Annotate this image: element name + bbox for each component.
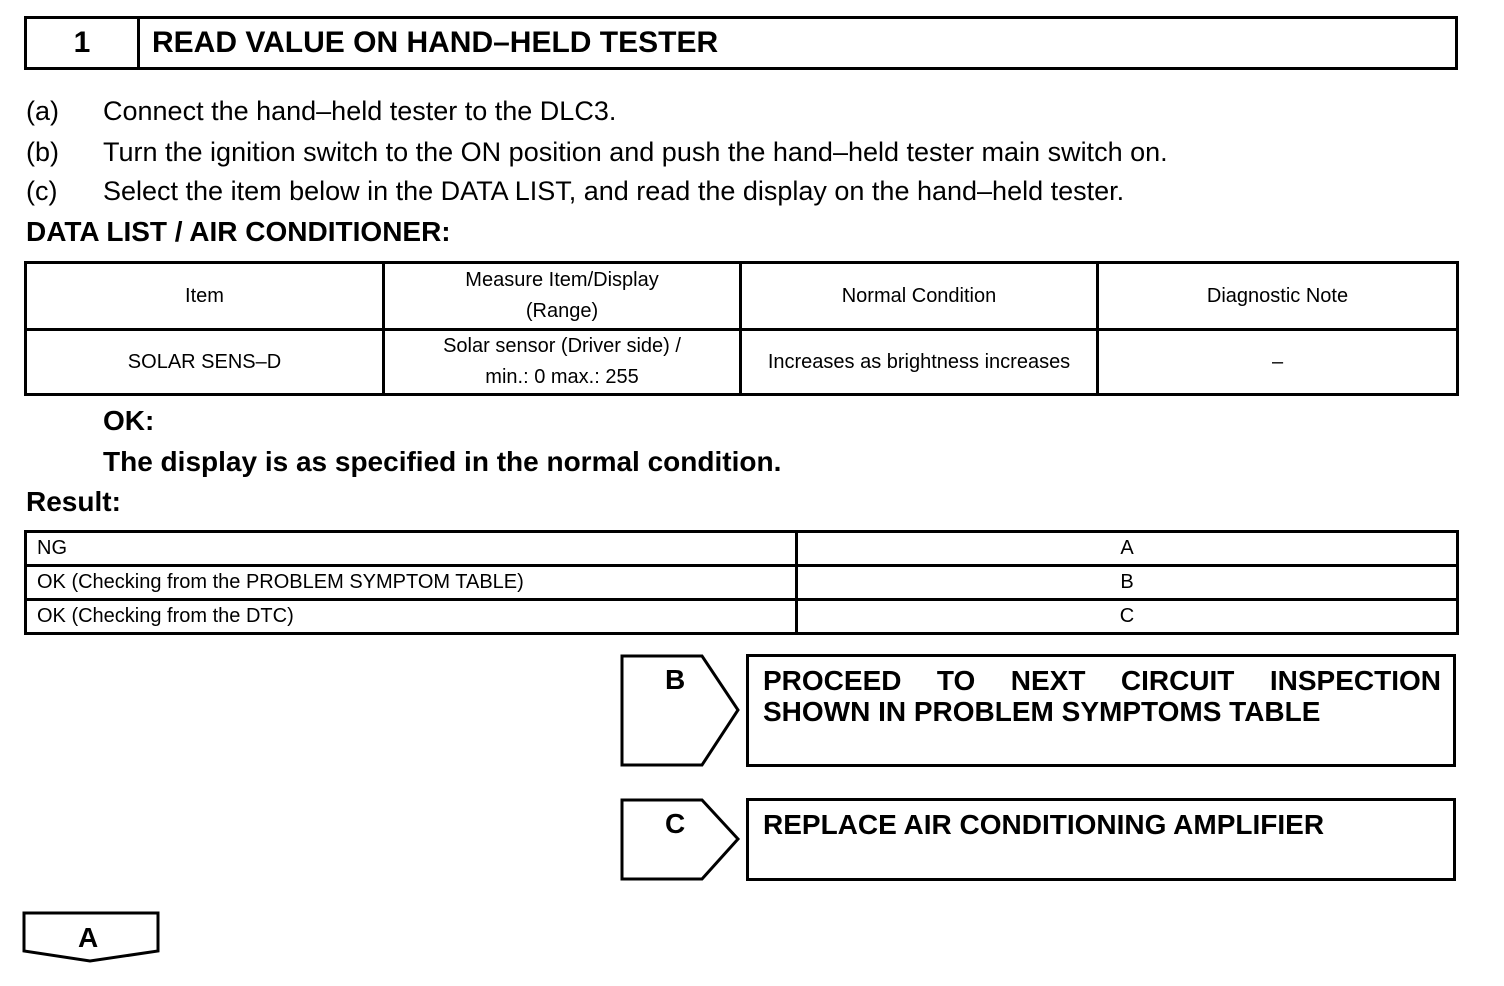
ok-label: OK: <box>103 405 155 436</box>
result-condition: NG <box>26 532 797 566</box>
table-header-row <box>26 263 1458 330</box>
result-condition: OK (Checking from the DTC) <box>26 600 797 634</box>
step-number: 1 <box>27 19 140 67</box>
header-item: Item <box>26 263 384 330</box>
instruction-letter: (c) <box>26 176 58 206</box>
data-list-title: DATA LIST / AIR CONDITIONER: <box>26 216 451 247</box>
cell-normal: Increases as brightness increases <box>741 330 1098 395</box>
header-measure-line2: (Range) <box>525 300 599 322</box>
instruction-text: Connect the hand–held tester to the DLC3. <box>103 96 617 126</box>
cell-measure-line2: min.: 0 max.: 255 <box>485 366 639 388</box>
arrow-b-letter: B <box>665 664 686 695</box>
ok-text: The display is as specified in the normal condition. <box>103 446 782 477</box>
table-row <box>26 600 1458 634</box>
action-b-line1: PROCEED TO NEXT CIRCUIT INSPECTION <box>763 665 1441 696</box>
table-row <box>26 330 1458 395</box>
instruction-c <box>26 176 1124 207</box>
result-condition: OK (Checking from the PROBLEM SYMPTOM TABLE) <box>26 566 797 600</box>
result-code: B <box>797 566 1458 600</box>
table-row <box>26 532 1458 566</box>
header-measure <box>384 263 741 330</box>
result-code: A <box>797 532 1458 566</box>
action-c-line1: REPLACE AIR CONDITIONING AMPLIFIER <box>763 809 1325 840</box>
action-box-c <box>746 798 1456 881</box>
arrow-a-letter: A <box>78 922 99 953</box>
cell-note: – <box>1098 330 1458 395</box>
instruction-a <box>26 96 616 127</box>
header-measure-line1: Measure Item/Display <box>465 269 659 291</box>
step-title: READ VALUE ON HAND–HELD TESTER <box>152 26 719 59</box>
instruction-letter: (b) <box>26 137 59 167</box>
arrow-c-letter: C <box>665 808 686 839</box>
header-note: Diagnostic Note <box>1098 263 1458 330</box>
result-table <box>24 530 1459 635</box>
result-label: Result: <box>26 486 121 517</box>
instruction-text: Turn the ignition switch to the ON position and push the hand–held tester main switch on. <box>103 137 1168 167</box>
table-row <box>26 566 1458 600</box>
result-code: C <box>797 600 1458 634</box>
header-normal: Normal Condition <box>741 263 1098 330</box>
cell-measure-line1: Solar sensor (Driver side) / <box>443 335 681 357</box>
instruction-b <box>26 137 1168 168</box>
cell-item: SOLAR SENS–D <box>26 330 384 395</box>
data-list-table <box>24 261 1459 396</box>
instruction-letter: (a) <box>26 96 59 126</box>
step-header <box>24 16 1458 70</box>
cell-measure <box>384 330 741 395</box>
instruction-text: Select the item below in the DATA LIST, and read the display on the hand–held tester. <box>103 176 1125 206</box>
action-b-line2: SHOWN IN PROBLEM SYMPTOMS TABLE <box>763 696 1321 727</box>
action-box-b <box>746 654 1456 767</box>
